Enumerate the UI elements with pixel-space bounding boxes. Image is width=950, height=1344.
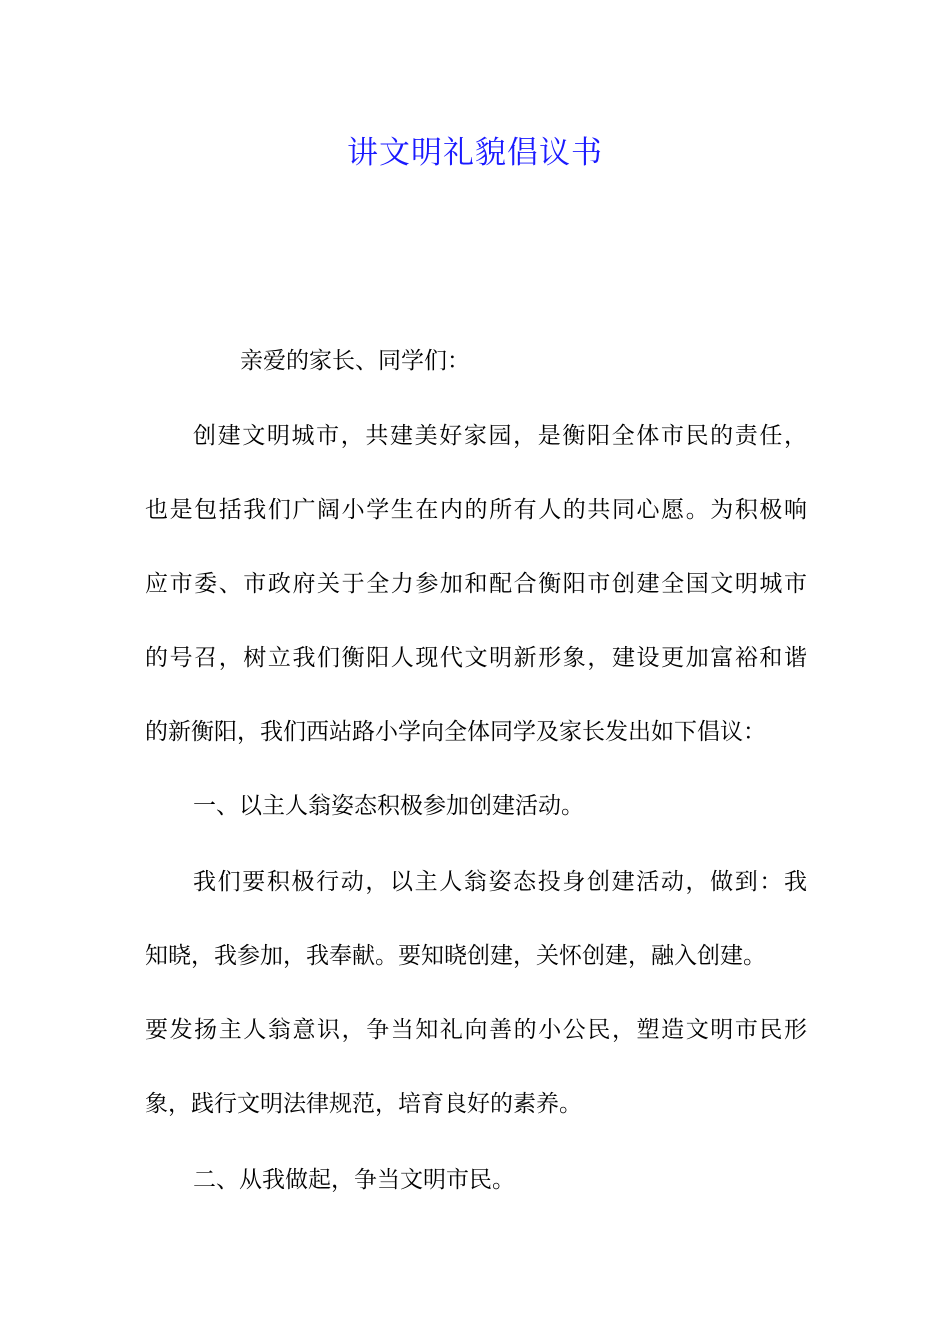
paragraph1-line5: 的新衡阳，我们西站路小学向全体同学及家长发出如下倡议： — [145, 719, 766, 745]
paragraph2-line2: 知晓，我参加，我奉献。要知晓创建，关怀创建，融入创建。 — [145, 943, 766, 969]
paragraph2-line3: 要发扬主人翁意识，争当知礼向善的小公民，塑造文明市民形 — [145, 1017, 807, 1043]
paragraph1-line1: 创建文明城市，共建美好家园，是衡阳全体市民的责任， — [193, 423, 807, 449]
document-title: 讲文明礼貌倡议书 — [347, 135, 603, 171]
paragraph2-line1: 我们要积极行动，以主人翁姿态投身创建活动，做到：我 — [193, 869, 807, 895]
paragraph1-line2: 也是包括我们广阔小学生在内的所有人的共同心愿。为积极响 — [145, 497, 807, 523]
heading-2: 二、从我做起，争当文明市民。 — [193, 1167, 515, 1193]
paragraph1-line3: 应市委、市政府关于全力参加和配合衡阳市创建全国文明城市 — [145, 571, 807, 597]
greeting-line: 亲爱的家长、同学们： — [240, 348, 470, 374]
paragraph2-line4: 象，践行文明法律规范，培育良好的素养。 — [145, 1091, 582, 1117]
heading-1: 一、以主人翁姿态积极参加创建活动。 — [193, 793, 584, 819]
paragraph1-line4: 的号召，树立我们衡阳人现代文明新形象，建设更加富裕和谐 — [145, 645, 807, 671]
